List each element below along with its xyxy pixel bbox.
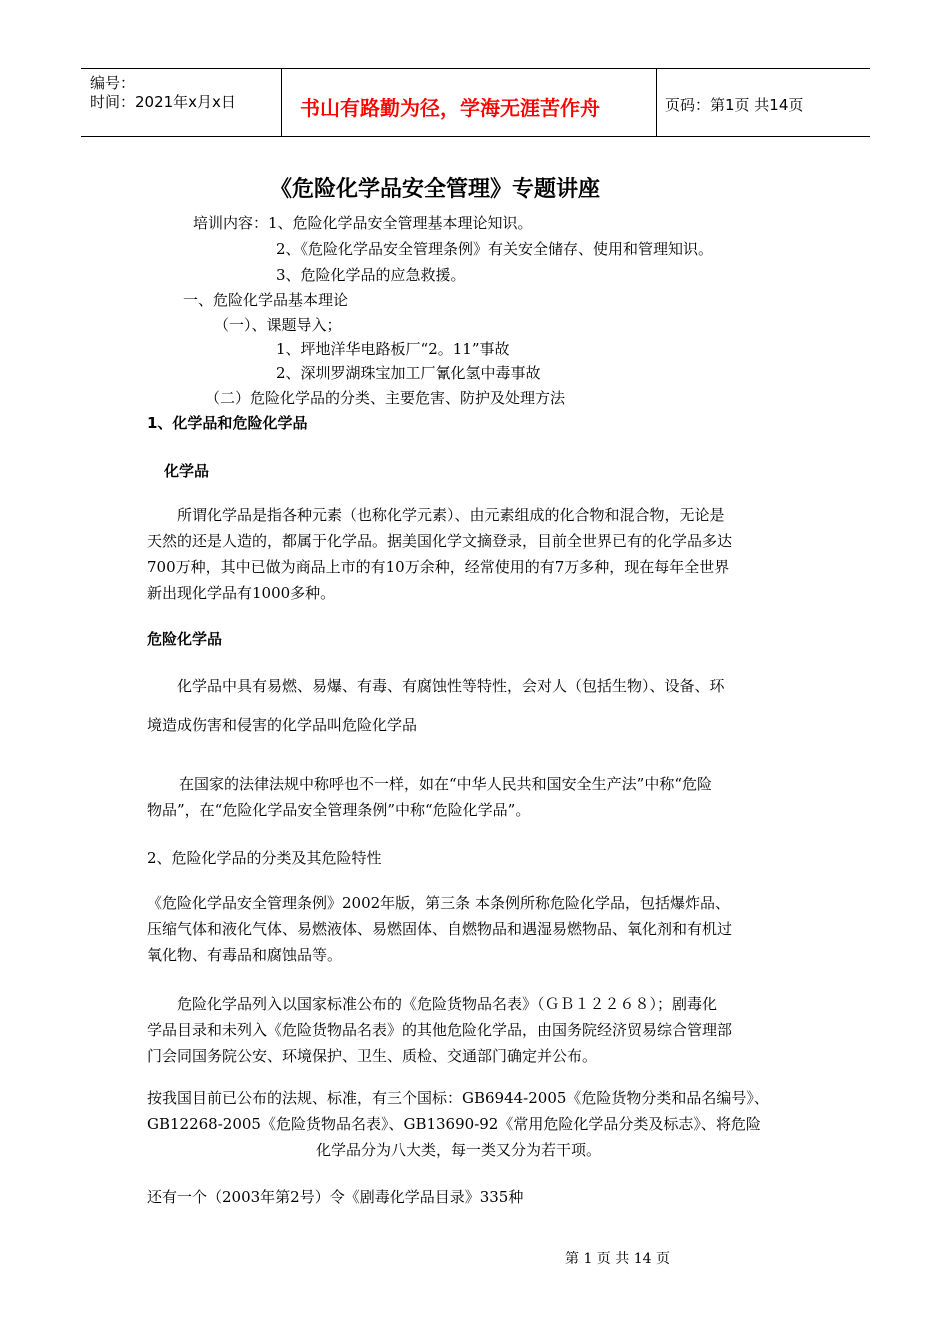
paragraph-line: 天然的还是人造的，都属于化学品。据美国化学文摘登录，目前全世界已有的化学品多达 <box>147 532 733 550</box>
paragraph-line: 按我国目前已公布的法规、标准，有三个国标：GB6944-2005《危险货物分类和品名编号》、 <box>147 1089 769 1107</box>
header-number-label: 编号： <box>90 74 136 92</box>
paragraph-line: 危险化学品列入以国家标准公布的《危险货物品名表》（ＧＢ１２２６８）；剧毒化 <box>177 995 718 1013</box>
paragraph-chemicals <box>147 502 732 606</box>
training-line-3: 3、危险化学品的应急救援。 <box>276 266 466 284</box>
subheading-chemicals: 化学品 <box>164 462 210 480</box>
outline-sub-2: （二）危险化学品的分类、主要危害、防护及处理方法 <box>205 389 566 407</box>
paragraph-line: GB12268-2005《危险货物品名表》、GB13690-92《常用危险化学品分类及标志》、将危险 <box>147 1115 761 1133</box>
page-title: 《危险化学品安全管理》专题讲座 <box>270 177 601 202</box>
outline-section-1: 一、危险化学品基本理论 <box>183 291 349 309</box>
section-heading: 2、危险化学品的分类及其危险特性 <box>147 849 382 867</box>
paragraph-hazchem-line-2: 境造成伤害和侵害的化学品叫危险化学品 <box>147 716 418 734</box>
outline-item-1: 1、坪地洋华电路板厂“2。11”事故 <box>276 340 510 358</box>
paragraph-line: 在国家的法律法规中称呼也不一样，如在“中华人民共和国安全生产法”中称“危险 <box>179 775 713 793</box>
paragraph-list <box>147 991 732 1069</box>
header-time-label: 时间：2021年x月x日 <box>90 93 236 111</box>
paragraph-line: 门会同国务院公安、环境保护、卫生、质检、交通部门确定并公布。 <box>147 1047 598 1065</box>
paragraph-line: 物品”，在“危险化学品安全管理条例”中称“危险化学品”。 <box>147 801 531 819</box>
paragraph-hazchem-line-1: 化学品中具有易燃、易爆、有毒、有腐蚀性等特性，会对人（包括生物）、设备、环 <box>177 677 725 695</box>
outline-item-2: 2、深圳罗湖珠宝加工厂氰化氢中毒事故 <box>276 364 541 382</box>
paragraph-line: 化学品分为八大类，每一类又分为若干项。 <box>316 1141 602 1159</box>
paragraph-line: 氧化物、有毒品和腐蚀品等。 <box>147 946 343 964</box>
section-heading: 1、化学品和危险化学品 <box>147 414 308 432</box>
paragraph-regulation <box>147 890 732 968</box>
paragraph-line: 压缩气体和液化气体、易燃液体、易燃固体、自燃物品和遇湿易燃物品、氧化剂和有机过 <box>147 920 733 938</box>
paragraph-standards <box>147 1085 769 1163</box>
training-line-1: 培训内容：1、危险化学品安全管理基本理论知识。 <box>193 214 533 232</box>
paragraph-line: 学品目录和未列入《危险货物品名表》的其他危险化学品，由国务院经济贸易综合管理部 <box>147 1021 733 1039</box>
header-divider <box>656 68 657 136</box>
paragraph-toxic: 还有一个（2003年第2号）令《剧毒化学品目录》335种 <box>147 1188 524 1206</box>
paragraph-line: 新出现化学品有1000多种。 <box>147 584 336 602</box>
subheading-hazardous-chemicals: 危险化学品 <box>147 630 223 648</box>
paragraph-line: 所谓化学品是指各种元素（也称化学元素）、由元素组成的化合物和混合物，无论是 <box>177 506 725 524</box>
header-page-info: 页码：第1页 共14页 <box>665 96 804 114</box>
training-line-2: 2、《危险化学品安全管理条例》有关安全储存、使用和管理知识。 <box>276 240 714 258</box>
header-motto: 书山有路勤为径，学海无涯苦作舟 <box>300 96 600 120</box>
header-divider <box>281 68 282 136</box>
paragraph-names <box>147 771 712 823</box>
outline-sub-1: （一）、课题导入； <box>214 316 342 334</box>
paragraph-line: 700万种，其中已做为商品上市的有10万余种，经常使用的有7万多种，现在每年全世界 <box>147 558 730 576</box>
page-footer: 第 1 页 共 14 页 <box>565 1251 670 1267</box>
paragraph-line: 《危险化学品安全管理条例》2002年版，第三条 本条例所称危险化学品，包括爆炸品、 <box>147 894 730 912</box>
